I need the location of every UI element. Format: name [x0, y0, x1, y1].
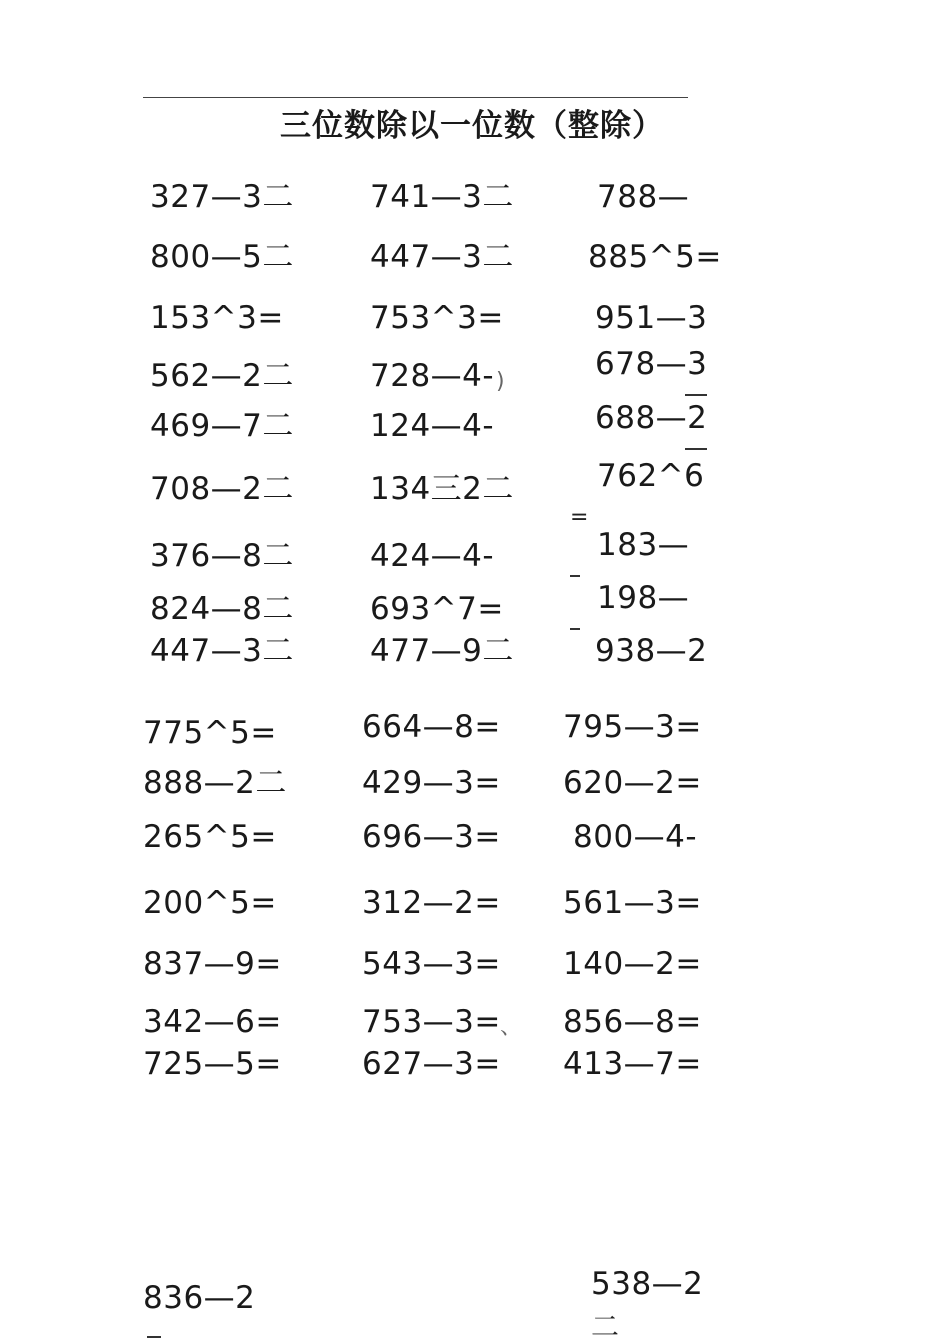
- problem: 376—8二: [150, 538, 294, 574]
- problem: 800—5二: [150, 239, 294, 275]
- problem: 696—3=: [362, 819, 501, 855]
- problem: 561—3=: [563, 885, 702, 921]
- problem: 183—: [597, 527, 690, 563]
- problem: 312—2=: [362, 885, 501, 921]
- problem: 627—3=: [362, 1046, 501, 1082]
- stray-mark: 二: [591, 1310, 620, 1343]
- page-title: 三位数除以一位数（整除）: [280, 108, 664, 144]
- stray-mark: ): [496, 369, 505, 394]
- problem: 327—3二: [150, 179, 294, 215]
- problem: 951—3: [595, 300, 708, 336]
- problem: 888—2二: [143, 765, 287, 801]
- problem: 429—3=: [362, 765, 501, 801]
- problem: 134三2二: [370, 471, 514, 507]
- problem: 856—8=: [563, 1004, 702, 1040]
- problem: 153^3=: [150, 300, 284, 336]
- problem: 678—3: [595, 346, 708, 382]
- stray-mark: 、: [500, 1015, 523, 1040]
- problem: 837—9=: [143, 946, 282, 982]
- problem: 620—2=: [563, 765, 702, 801]
- problem: 198—: [597, 580, 690, 616]
- problem: 469—7二: [150, 408, 294, 444]
- problem: 447—3二: [370, 239, 514, 275]
- problem: 741—3二: [370, 179, 514, 215]
- problem: 938—2: [595, 633, 708, 669]
- problem: 725—5=: [143, 1046, 282, 1082]
- stray-mark: =: [570, 505, 589, 530]
- stray-bar: [147, 1336, 161, 1338]
- problem: 200^5=: [143, 885, 277, 921]
- problem: 708—2二: [150, 471, 294, 507]
- problem: 424—4-: [370, 538, 495, 574]
- top-rule: [143, 97, 688, 98]
- problem: 413—7=: [563, 1046, 702, 1082]
- problem: 753—3=: [362, 1004, 501, 1040]
- problem: 775^5=: [143, 715, 277, 751]
- problem: 836—2: [143, 1280, 256, 1316]
- problem: 447—3二: [150, 633, 294, 669]
- problem: 800—4-: [573, 819, 698, 855]
- problem: 824—8二: [150, 591, 294, 627]
- problem: 664—8=: [362, 709, 501, 745]
- problem: 788—: [597, 179, 690, 215]
- stray-bar: [570, 628, 580, 630]
- stray-bar: [685, 394, 707, 396]
- problem: 124—4-: [370, 408, 495, 444]
- problem: 543—3=: [362, 946, 501, 982]
- problem: 762^6: [597, 458, 705, 494]
- problem: 140—2=: [563, 946, 702, 982]
- problem: 562—2二: [150, 358, 294, 394]
- problem: 795—3=: [563, 709, 702, 745]
- problem: 753^3=: [370, 300, 504, 336]
- stray-bar: [685, 448, 707, 450]
- problem: 885^5=: [588, 239, 722, 275]
- problem: 342—6=: [143, 1004, 282, 1040]
- problem: 477—9二: [370, 633, 514, 669]
- problem: 688—2: [595, 400, 708, 436]
- problem: 538—2: [591, 1266, 704, 1302]
- problem: 728—4-: [370, 358, 495, 394]
- problem: 693^7=: [370, 591, 504, 627]
- stray-bar: [570, 575, 580, 577]
- problem: 265^5=: [143, 819, 277, 855]
